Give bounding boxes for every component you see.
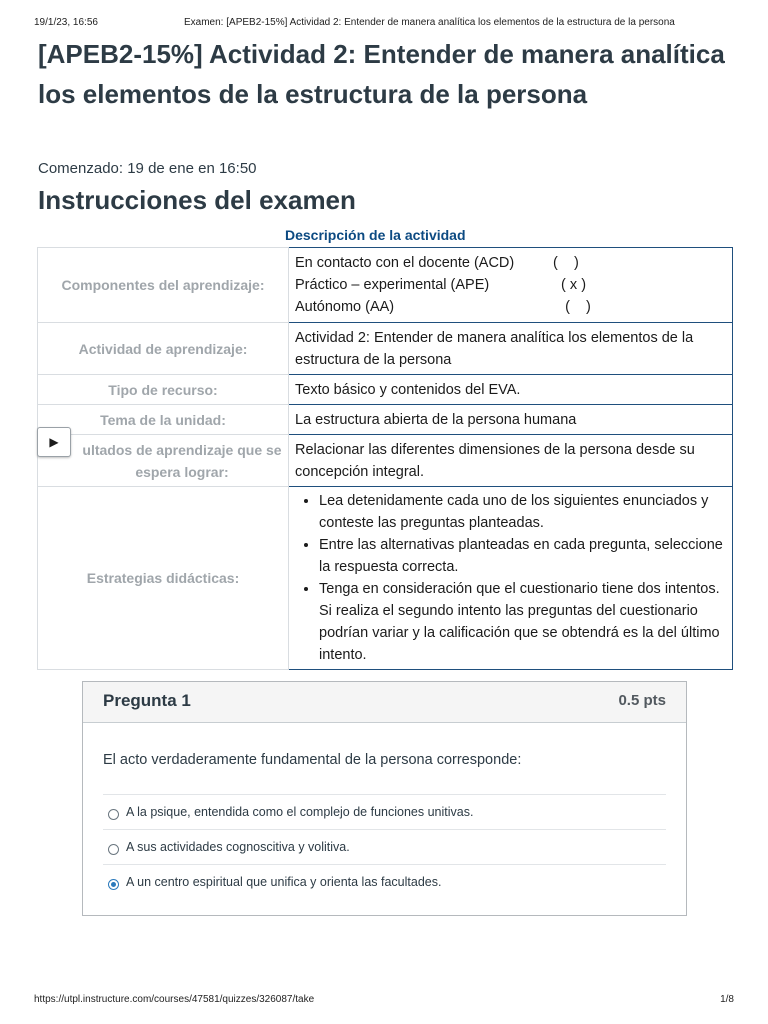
strategies-label: Estrategias didácticas: <box>38 487 289 670</box>
question-name: Pregunta 1 <box>103 691 191 710</box>
activity-description-table <box>37 247 733 670</box>
answer-text: A un centro espiritual que unifica y orienta las facultades. <box>126 875 442 889</box>
answer-option[interactable] <box>103 829 666 864</box>
instructions-title: Instrucciones del examen <box>38 185 356 215</box>
page-number: 1/8 <box>720 994 734 1005</box>
table-caption-text: Descripción de la actividad <box>285 227 466 243</box>
component-mark: ( ) <box>553 255 579 271</box>
strategy-item: • Tenga en consideración que el cuestionario tiene dos intentos. Si realiza el segundo intento las preguntas del cuestionario podrían variar y la calificación que se obtendrá es la del último intento. <box>319 578 726 666</box>
quiz-title: [APEB2-15%] Actividad 2: Entender de manera analítica los elementos de la estructura de la persona <box>38 39 725 109</box>
unit-topic-value: La estructura abierta de la persona humana <box>289 405 733 435</box>
component-name: En contacto con el docente (ACD) <box>295 255 515 271</box>
components-row <box>38 248 733 323</box>
outcomes-label: ultados de aprendizaje que se espera lograr: <box>38 435 289 487</box>
components-label: Componentes del aprendizaje: <box>38 248 289 323</box>
outcomes-value: Relacionar las diferentes dimensiones de la persona desde su concepción integral. <box>289 435 733 487</box>
radio-button[interactable] <box>108 844 119 855</box>
radio-button-selected[interactable] <box>108 879 119 890</box>
outcomes-row <box>38 435 733 487</box>
answer-option[interactable] <box>103 864 666 899</box>
component-item <box>295 274 726 296</box>
question-text: El acto verdaderamente fundamental de la persona corresponde: <box>103 752 522 768</box>
answer-option[interactable] <box>103 794 666 829</box>
quiz-started-time: Comenzado: 19 de ene en 16:50 <box>38 160 257 177</box>
play-icon: ▶ <box>49 435 59 449</box>
answer-list <box>103 794 666 899</box>
strategy-item: • Entre las alternativas planteadas en cada pregunta, seleccione la respuesta correcta. <box>319 534 726 578</box>
table-caption <box>246 227 724 243</box>
activity-label: Actividad de aprendizaje: <box>38 323 289 375</box>
resource-value: Texto básico y contenidos del EVA. <box>289 375 733 405</box>
strategy-item: • Lea detenidamente cada uno de los siguientes enunciados y conteste las preguntas planteadas. <box>319 490 726 534</box>
print-url: https://utpl.instructure.com/courses/47581/quizzes/326087/take <box>34 994 315 1005</box>
resource-label: Tipo de recurso: <box>38 375 289 405</box>
component-item <box>295 252 726 274</box>
activity-row <box>38 323 733 375</box>
activity-value: Actividad 2: Entender de manera analítica los elementos de la estructura de la persona <box>289 323 733 375</box>
print-document-title: Examen: [APEB2-15%] Actividad 2: Entender de manera analítica los elementos de la estructura de la persona <box>184 17 675 28</box>
strategies-list <box>295 490 726 666</box>
component-name: Autónomo (AA) <box>295 299 395 315</box>
answer-text: A sus actividades cognoscitiva y volitiva. <box>126 840 350 854</box>
answer-text: A la psique, entendida como el complejo de funciones unitivas. <box>126 805 474 819</box>
component-mark: ( x ) <box>553 277 587 293</box>
component-name: Práctico – experimental (APE) <box>295 277 490 293</box>
unit-topic-label: Tema de la unidad: <box>38 405 289 435</box>
resource-row <box>38 375 733 405</box>
component-item <box>295 296 726 318</box>
unit-topic-row <box>38 405 733 435</box>
strategies-value <box>289 487 733 670</box>
question-points: 0.5 pts <box>618 692 666 709</box>
strategies-row <box>38 487 733 670</box>
question-card <box>82 681 687 916</box>
question-header <box>83 682 686 723</box>
radio-button[interactable] <box>108 809 119 820</box>
print-date: 19/1/23, 16:56 <box>34 17 98 28</box>
play-button[interactable] <box>37 427 71 457</box>
component-mark: ( ) <box>553 299 591 315</box>
components-value <box>289 248 733 323</box>
